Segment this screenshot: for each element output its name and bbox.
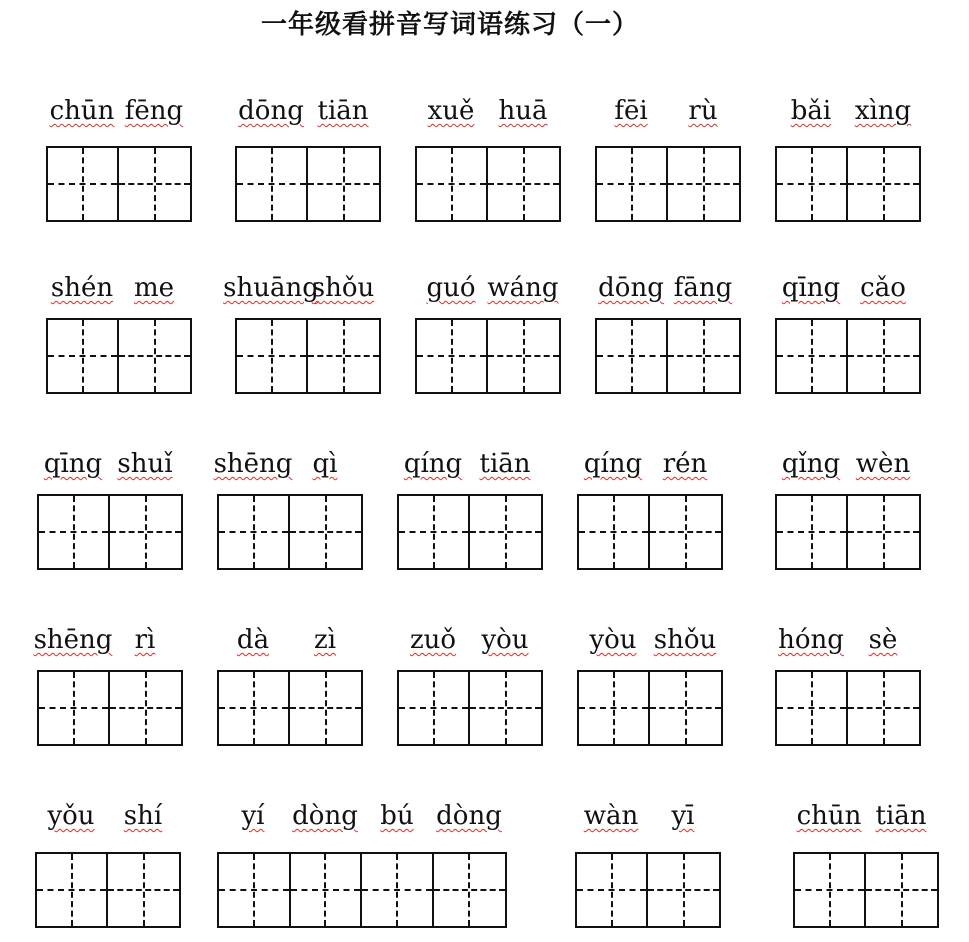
tian-zi-cell[interactable] bbox=[848, 148, 919, 220]
writing-grid bbox=[415, 318, 561, 394]
tian-zi-cell[interactable] bbox=[119, 320, 190, 392]
writing-grid bbox=[46, 146, 192, 222]
writing-grid bbox=[235, 146, 381, 222]
tian-zi-cell[interactable] bbox=[399, 496, 470, 568]
pinyin-syllable: bú bbox=[380, 801, 414, 831]
tian-zi-cell[interactable] bbox=[434, 854, 505, 926]
tian-zi-cell[interactable] bbox=[577, 854, 648, 926]
tian-zi-cell[interactable] bbox=[219, 854, 291, 926]
pinyin-syllable: qīng bbox=[781, 273, 841, 303]
pinyin-syllable: rù bbox=[688, 96, 718, 126]
pinyin-syllable: shēng bbox=[33, 625, 113, 655]
tian-zi-cell[interactable] bbox=[308, 320, 379, 392]
tian-zi-cell[interactable] bbox=[290, 496, 361, 568]
writing-grid bbox=[37, 670, 183, 746]
pinyin-syllable: fēng bbox=[124, 96, 184, 126]
tian-zi-cell[interactable] bbox=[470, 496, 541, 568]
tian-zi-cell[interactable] bbox=[777, 148, 848, 220]
pinyin-syllable: dòng bbox=[436, 801, 502, 831]
tian-zi-cell[interactable] bbox=[650, 496, 721, 568]
writing-grid bbox=[595, 318, 741, 394]
writing-grid bbox=[775, 670, 921, 746]
pinyin-syllable: qǐng bbox=[781, 449, 841, 479]
tian-zi-cell[interactable] bbox=[597, 320, 668, 392]
writing-grid bbox=[415, 146, 561, 222]
pinyin-syllable: dōng bbox=[238, 96, 304, 126]
pinyin-syllable: shǒu bbox=[653, 625, 717, 655]
writing-grid bbox=[775, 146, 921, 222]
writing-grid bbox=[577, 670, 723, 746]
tian-zi-cell[interactable] bbox=[579, 672, 650, 744]
writing-grid bbox=[577, 494, 723, 570]
tian-zi-cell[interactable] bbox=[110, 496, 181, 568]
pinyin-syllable: fāng bbox=[673, 273, 733, 303]
pinyin-syllable: dòng bbox=[292, 801, 358, 831]
writing-grid bbox=[217, 494, 363, 570]
tian-zi-cell[interactable] bbox=[48, 320, 119, 392]
tian-zi-cell[interactable] bbox=[668, 148, 739, 220]
tian-zi-cell[interactable] bbox=[777, 672, 848, 744]
pinyin-syllable: qì bbox=[312, 449, 338, 479]
tian-zi-cell[interactable] bbox=[48, 148, 119, 220]
tian-zi-cell[interactable] bbox=[866, 854, 937, 926]
pinyin-syllable: bǎi bbox=[790, 96, 832, 126]
pinyin-syllable: rì bbox=[134, 625, 156, 655]
tian-zi-cell[interactable] bbox=[290, 672, 361, 744]
tian-zi-cell[interactable] bbox=[219, 496, 290, 568]
writing-grid bbox=[46, 318, 192, 394]
pinyin-syllable: guó bbox=[426, 273, 476, 303]
writing-grid bbox=[793, 852, 939, 928]
tian-zi-cell[interactable] bbox=[795, 854, 866, 926]
pinyin-syllable: xìng bbox=[854, 96, 912, 126]
pinyin-syllable: zuǒ bbox=[409, 625, 457, 655]
tian-zi-cell[interactable] bbox=[108, 854, 179, 926]
tian-zi-cell[interactable] bbox=[488, 148, 559, 220]
pinyin-syllable: chūn bbox=[49, 96, 115, 126]
tian-zi-cell[interactable] bbox=[597, 148, 668, 220]
writing-grid bbox=[775, 318, 921, 394]
pinyin-syllable: yī bbox=[671, 801, 695, 831]
tian-zi-cell[interactable] bbox=[848, 496, 919, 568]
pinyin-syllable: wàn bbox=[583, 801, 639, 831]
tian-zi-cell[interactable] bbox=[219, 672, 290, 744]
pinyin-syllable: tiān bbox=[875, 801, 927, 831]
pinyin-syllable: tiān bbox=[479, 449, 531, 479]
writing-grid bbox=[397, 494, 543, 570]
tian-zi-cell[interactable] bbox=[308, 148, 379, 220]
tian-zi-cell[interactable] bbox=[37, 854, 108, 926]
tian-zi-cell[interactable] bbox=[399, 672, 470, 744]
tian-zi-cell[interactable] bbox=[417, 148, 488, 220]
tian-zi-cell[interactable] bbox=[39, 496, 110, 568]
pinyin-syllable: fēi bbox=[614, 96, 648, 126]
pinyin-syllable: chūn bbox=[796, 801, 862, 831]
pinyin-syllable: me bbox=[133, 273, 175, 303]
tian-zi-cell[interactable] bbox=[650, 672, 721, 744]
writing-grid bbox=[37, 494, 183, 570]
pinyin-syllable: dōng bbox=[598, 273, 664, 303]
pinyin-syllable: shén bbox=[50, 273, 114, 303]
pinyin-syllable: zì bbox=[313, 625, 337, 655]
pinyin-syllable: shǒu bbox=[311, 273, 375, 303]
tian-zi-cell[interactable] bbox=[39, 672, 110, 744]
pinyin-syllable: xuě bbox=[427, 96, 475, 126]
pinyin-syllable: rén bbox=[662, 449, 708, 479]
pinyin-syllable: yǒu bbox=[47, 801, 95, 831]
tian-zi-cell[interactable] bbox=[648, 854, 719, 926]
pinyin-syllable: shí bbox=[123, 801, 163, 831]
tian-zi-cell[interactable] bbox=[848, 320, 919, 392]
pinyin-syllable: tiān bbox=[317, 96, 369, 126]
pinyin-syllable: qíng bbox=[403, 449, 463, 479]
tian-zi-cell[interactable] bbox=[848, 672, 919, 744]
writing-grid bbox=[775, 494, 921, 570]
tian-zi-cell[interactable] bbox=[777, 320, 848, 392]
pinyin-syllable: hóng bbox=[778, 625, 844, 655]
tian-zi-cell[interactable] bbox=[417, 320, 488, 392]
worksheet-title: 一年级看拼音写词语练习（一） bbox=[260, 10, 639, 40]
pinyin-syllable: cǎo bbox=[860, 273, 906, 303]
writing-grid bbox=[575, 852, 721, 928]
tian-zi-cell[interactable] bbox=[668, 320, 739, 392]
tian-zi-cell[interactable] bbox=[777, 496, 848, 568]
pinyin-syllable: dà bbox=[236, 625, 270, 655]
pinyin-syllable: sè bbox=[868, 625, 898, 655]
pinyin-syllable: yòu bbox=[589, 625, 637, 655]
tian-zi-cell[interactable] bbox=[488, 320, 559, 392]
tian-zi-cell[interactable] bbox=[119, 148, 190, 220]
pinyin-syllable: qíng bbox=[583, 449, 643, 479]
tian-zi-cell[interactable] bbox=[110, 672, 181, 744]
writing-grid bbox=[595, 146, 741, 222]
writing-grid bbox=[35, 852, 181, 928]
pinyin-syllable: shuǐ bbox=[117, 449, 173, 479]
tian-zi-cell[interactable] bbox=[291, 854, 363, 926]
writing-grid bbox=[235, 318, 381, 394]
pinyin-syllable: shuāng bbox=[223, 273, 319, 303]
writing-grid bbox=[397, 670, 543, 746]
pinyin-syllable: shēng bbox=[213, 449, 293, 479]
pinyin-syllable: qīng bbox=[43, 449, 103, 479]
pinyin-syllable: yòu bbox=[481, 625, 529, 655]
pinyin-syllable: huā bbox=[498, 96, 548, 126]
tian-zi-cell[interactable] bbox=[237, 148, 308, 220]
writing-grid bbox=[217, 852, 507, 928]
pinyin-syllable: wèn bbox=[855, 449, 911, 479]
tian-zi-cell[interactable] bbox=[237, 320, 308, 392]
pinyin-syllable: yí bbox=[241, 801, 265, 831]
writing-grid bbox=[217, 670, 363, 746]
tian-zi-cell[interactable] bbox=[470, 672, 541, 744]
tian-zi-cell[interactable] bbox=[362, 854, 434, 926]
tian-zi-cell[interactable] bbox=[579, 496, 650, 568]
pinyin-syllable: wáng bbox=[487, 273, 559, 303]
